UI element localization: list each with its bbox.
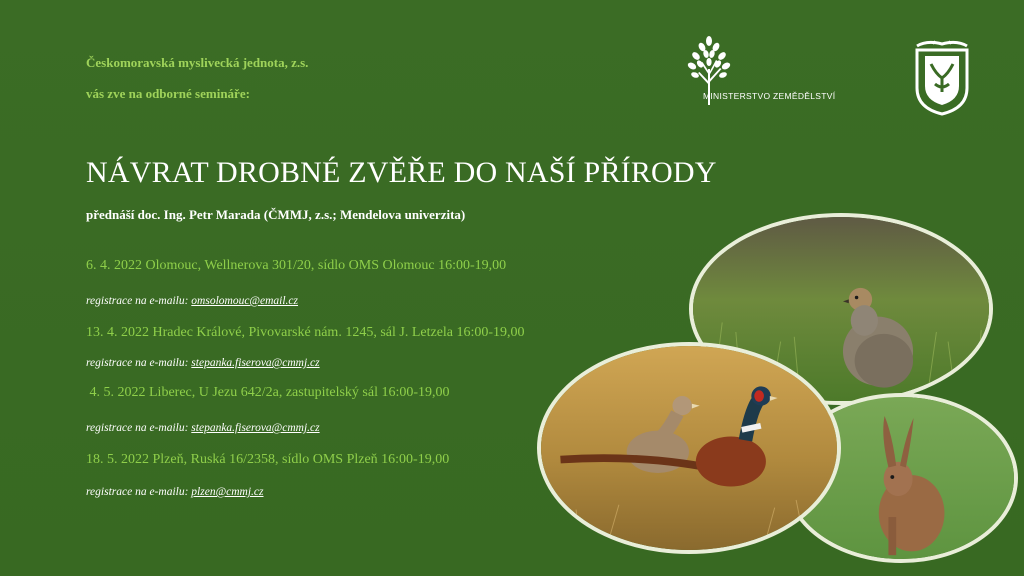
ministry-logo-text: MINISTERSTVO ZEMĚDĚLSTVÍ: [703, 91, 836, 101]
registration-label: registrace na e-mailu:: [86, 295, 192, 307]
deer-crest-icon: [911, 40, 973, 116]
registration-email-link[interactable]: stepanka.fiserova@cmmj.cz: [191, 422, 320, 434]
registration-email-link[interactable]: omsolomouc@email.cz: [191, 295, 299, 307]
page-title: NÁVRAT DROBNÉ ZVĚŘE DO NAŠÍ PŘÍRODY: [86, 156, 717, 189]
registration-line: [86, 357, 320, 369]
registration-label: registrace na e-mailu:: [86, 357, 192, 369]
registration-email-link[interactable]: stepanka.fiserova@cmmj.cz: [191, 357, 320, 369]
registration-line: [86, 295, 298, 307]
registration-label: registrace na e-mailu:: [86, 422, 192, 434]
event-line: 13. 4. 2022 Hradec Králové, Pivovarské nám. 1245, sál J. Letzela 16:00-19,00: [86, 325, 525, 340]
invitation-text: vás zve na odborné semináře:: [86, 86, 250, 101]
registration-email-link[interactable]: plzen@cmmj.cz: [191, 486, 264, 498]
event-line: 6. 4. 2022 Olomouc, Wellnerova 301/20, sídlo OMS Olomouc 16:00-19,00: [86, 258, 507, 273]
lecturer-line: přednáší doc. Ing. Petr Marada (ČMMJ, z.s.; Mendelova univerzita): [86, 207, 466, 222]
registration-label: registrace na e-mailu:: [86, 486, 192, 498]
registration-line: [86, 422, 320, 434]
event-line: 4. 5. 2022 Liberec, U Jezu 642/2a, zastupitelský sál 16:00-19,00: [86, 385, 450, 400]
registration-line: [86, 486, 264, 498]
pheasants-photo: [537, 342, 841, 554]
event-line: 18. 5. 2022 Plzeň, Ruská 16/2358, sídlo OMS Plzeň 16:00-19,00: [86, 452, 450, 467]
organization-name: Českomoravská myslivecká jednota, z.s.: [86, 55, 309, 70]
